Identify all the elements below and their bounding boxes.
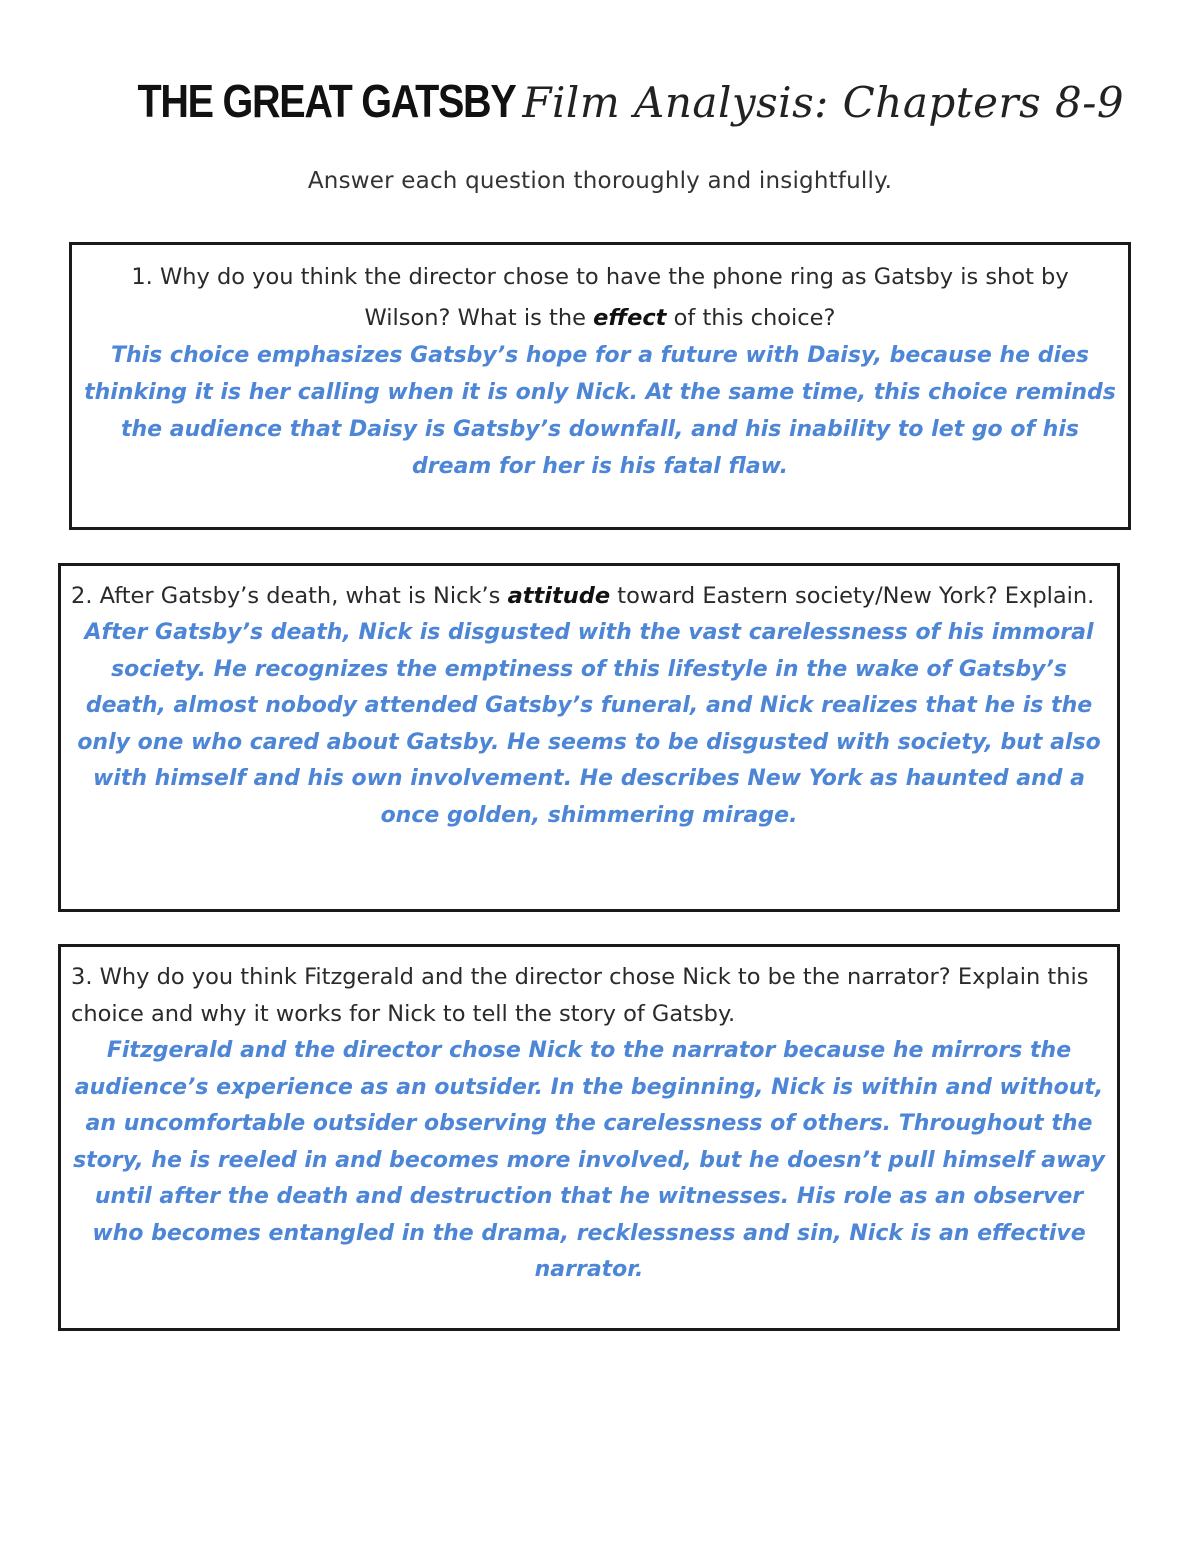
- question-1-text-end: of this choice?: [666, 305, 836, 331]
- question-box-1: [69, 242, 1131, 530]
- answer-3[interactable]: Fitzgerald and the director chose Nick to the narrator because he mirrors the audience’s experience as an outsider. In the beginning, Nick is within and without, an uncomfortable outsider observing the carelessness of others. Throughout the story, he is reeled in and becomes more involved, but he doesn’t pull himself away until after the death and destruction that he witnesses. His role as an observer who becomes entangled in the drama, recklessness and sin, Nick is an effective narrator.: [73, 1038, 1105, 1282]
- answer-2[interactable]: After Gatsby’s death, Nick is disgusted with the vast carelessness of his immoral society. He recognizes the emptiness of this lifestyle in the wake of Gatsby’s death, almost nobody attended Gatsby’s funeral, and Nick realizes that he is the only one who cared about Gatsby. He seems to be disgusted with society, but also with himself and his own involvement. He describes New York as haunted and a once golden, shimmering mirage.: [77, 620, 1101, 828]
- question-3-text-start: 3. Why do you think Fitzgerald and the director chose Nick to be the narrator? Explain this choice and why it works for Nick to tell the story of Gatsby.: [71, 964, 1089, 1027]
- page-title: [0, 75, 1200, 127]
- title-book-name: THE GREAT GATSBY: [137, 75, 516, 127]
- title-script-text: Film Analysis: Chapters 8-9: [522, 78, 1125, 127]
- question-2-prompt: [61, 566, 1117, 615]
- question-1-prompt: [72, 245, 1128, 339]
- question-box-3: [58, 944, 1120, 1331]
- question-2-text-start: 2. After Gatsby’s death, what is Nick’s: [71, 583, 508, 609]
- question-2-text-end: toward Eastern society/New York? Explain.: [610, 583, 1095, 609]
- question-3-prompt: [61, 947, 1117, 1033]
- question-1-emphasis: effect: [593, 305, 667, 331]
- question-1-text-start: 1. Why do you think the director chose to have the phone ring as Gatsby is shot by Wilson? What is the: [131, 264, 1069, 331]
- question-box-2: [58, 563, 1120, 912]
- question-2-emphasis: attitude: [507, 583, 611, 609]
- answer-1[interactable]: This choice emphasizes Gatsby’s hope for a future with Daisy, because he dies thinking it is her calling when it is only Nick. At the same time, this choice reminds the audience that Daisy is Gatsby’s downfall, and his inability to let go of his dream for her is his fatal flaw.: [84, 343, 1116, 479]
- instructions-subtitle: Answer each question thoroughly and insightfully.: [307, 168, 893, 194]
